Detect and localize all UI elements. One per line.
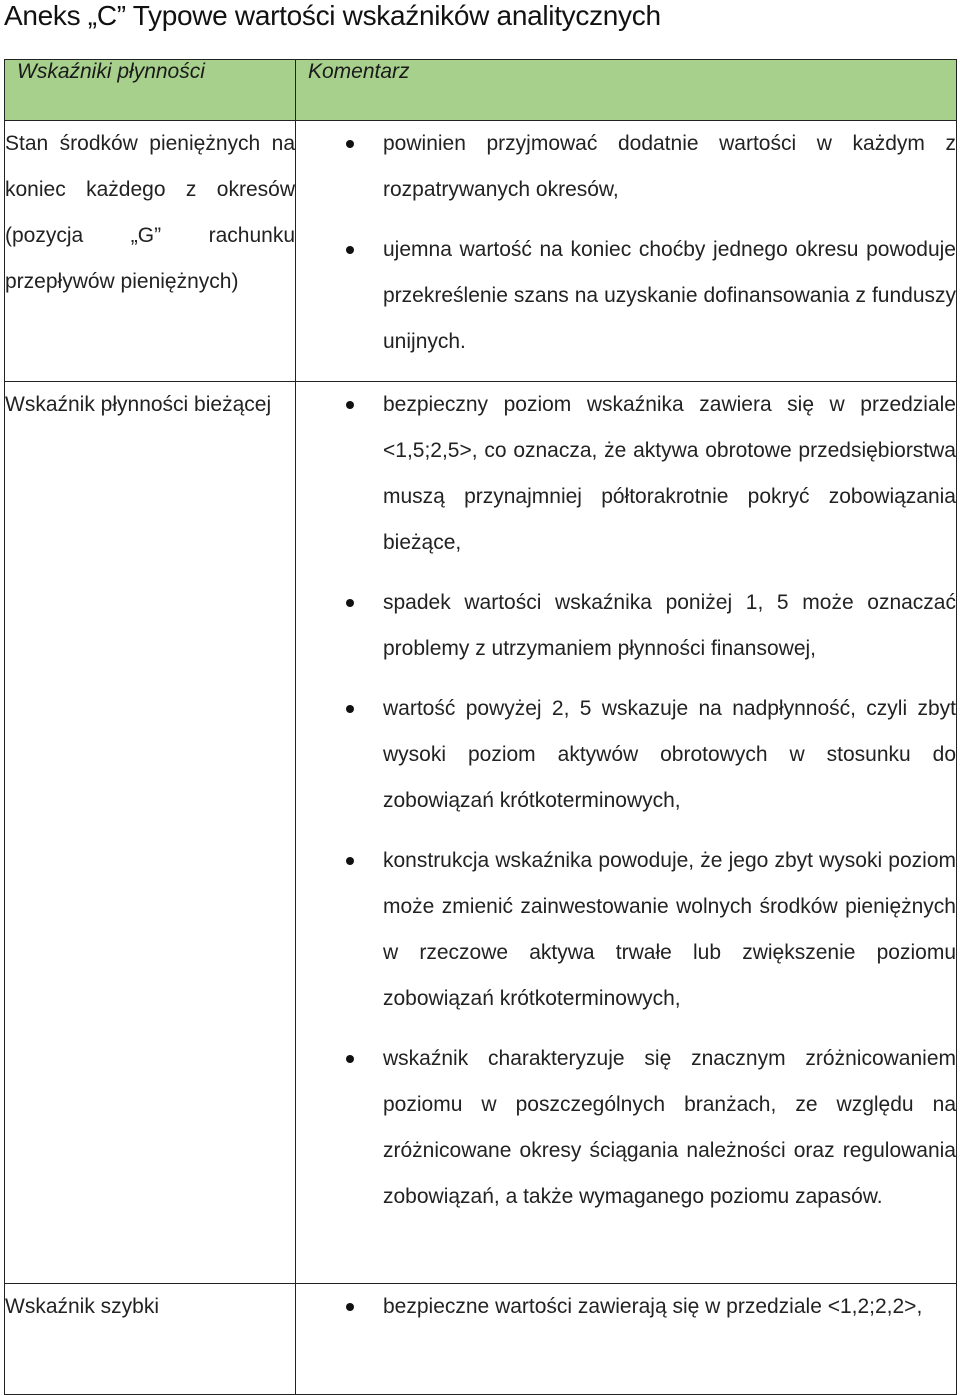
indicator-name: Wskaźnik szybki	[5, 1284, 296, 1395]
comment-cell	[296, 121, 957, 382]
bullet-icon	[346, 1303, 354, 1311]
comment-cell	[296, 1284, 957, 1395]
comment-item: wskaźnik charakteryzuje się znacznym zróżnicowaniem poziomu w poszczególnych branżach, ze względu na zróżnicowane okresy ściągania należności oraz regulowania zobowiązań, a także wymaganego poziomu zapasów.	[296, 1036, 956, 1220]
indicator-name: Wskaźnik płynności bieżącej	[5, 382, 296, 1284]
bullet-icon	[346, 1055, 354, 1063]
comment-item: spadek wartości wskaźnika poniżej 1, 5 może oznaczać problemy z utrzymaniem płynności finansowej,	[296, 580, 956, 672]
comment-cell	[296, 382, 957, 1284]
page-title: Aneks „C” Typowe wartości wskaźników analitycznych	[4, 0, 661, 31]
comment-item: wartość powyżej 2, 5 wskazuje na nadpłynność, czyli zbyt wysoki poziom aktywów obrotowych w stosunku do zobowiązań krótkoterminowych,	[296, 686, 956, 824]
table-row	[5, 121, 957, 382]
bullet-icon	[346, 705, 354, 713]
bullet-icon	[346, 599, 354, 607]
comment-item: ujemna wartość na koniec choćby jednego okresu powoduje przekreślenie szans na uzyskanie dofinansowania z funduszy unijnych.	[296, 227, 956, 365]
table-header-row	[5, 60, 957, 121]
header-comment: Komentarz	[296, 60, 957, 121]
comment-item: bezpieczny poziom wskaźnika zawiera się w przedziale <1,5;2,5>, co oznacza, że aktywa obrotowe przedsiębiorstwa muszą przynajmniej półtorakrotnie pokryć zobowiązania bieżące,	[296, 382, 956, 566]
comment-item: powinien przyjmować dodatnie wartości w każdym z rozpatrywanych okresów,	[296, 121, 956, 213]
bullet-icon	[346, 857, 354, 865]
indicators-table	[4, 59, 957, 1395]
indicator-name: Stan środków pieniężnych na koniec każdego z okresów (pozycja „G” rachunku przepływów pieniężnych)	[5, 121, 296, 382]
bullet-icon	[346, 246, 354, 254]
bullet-icon	[346, 401, 354, 409]
header-indicators: Wskaźniki płynności	[5, 60, 296, 121]
comment-item: bezpieczne wartości zawierają się w przedziale <1,2;2,2>,	[296, 1284, 956, 1330]
bullet-icon	[346, 140, 354, 148]
comment-item: konstrukcja wskaźnika powoduje, że jego zbyt wysoki poziom może zmienić zainwestowanie wolnych środków pieniężnych w rzeczowe aktywa trwałe lub zwiększenie poziomu zobowiązań krótkoterminowych,	[296, 838, 956, 1022]
table-row	[5, 382, 957, 1284]
table-row	[5, 1284, 957, 1395]
